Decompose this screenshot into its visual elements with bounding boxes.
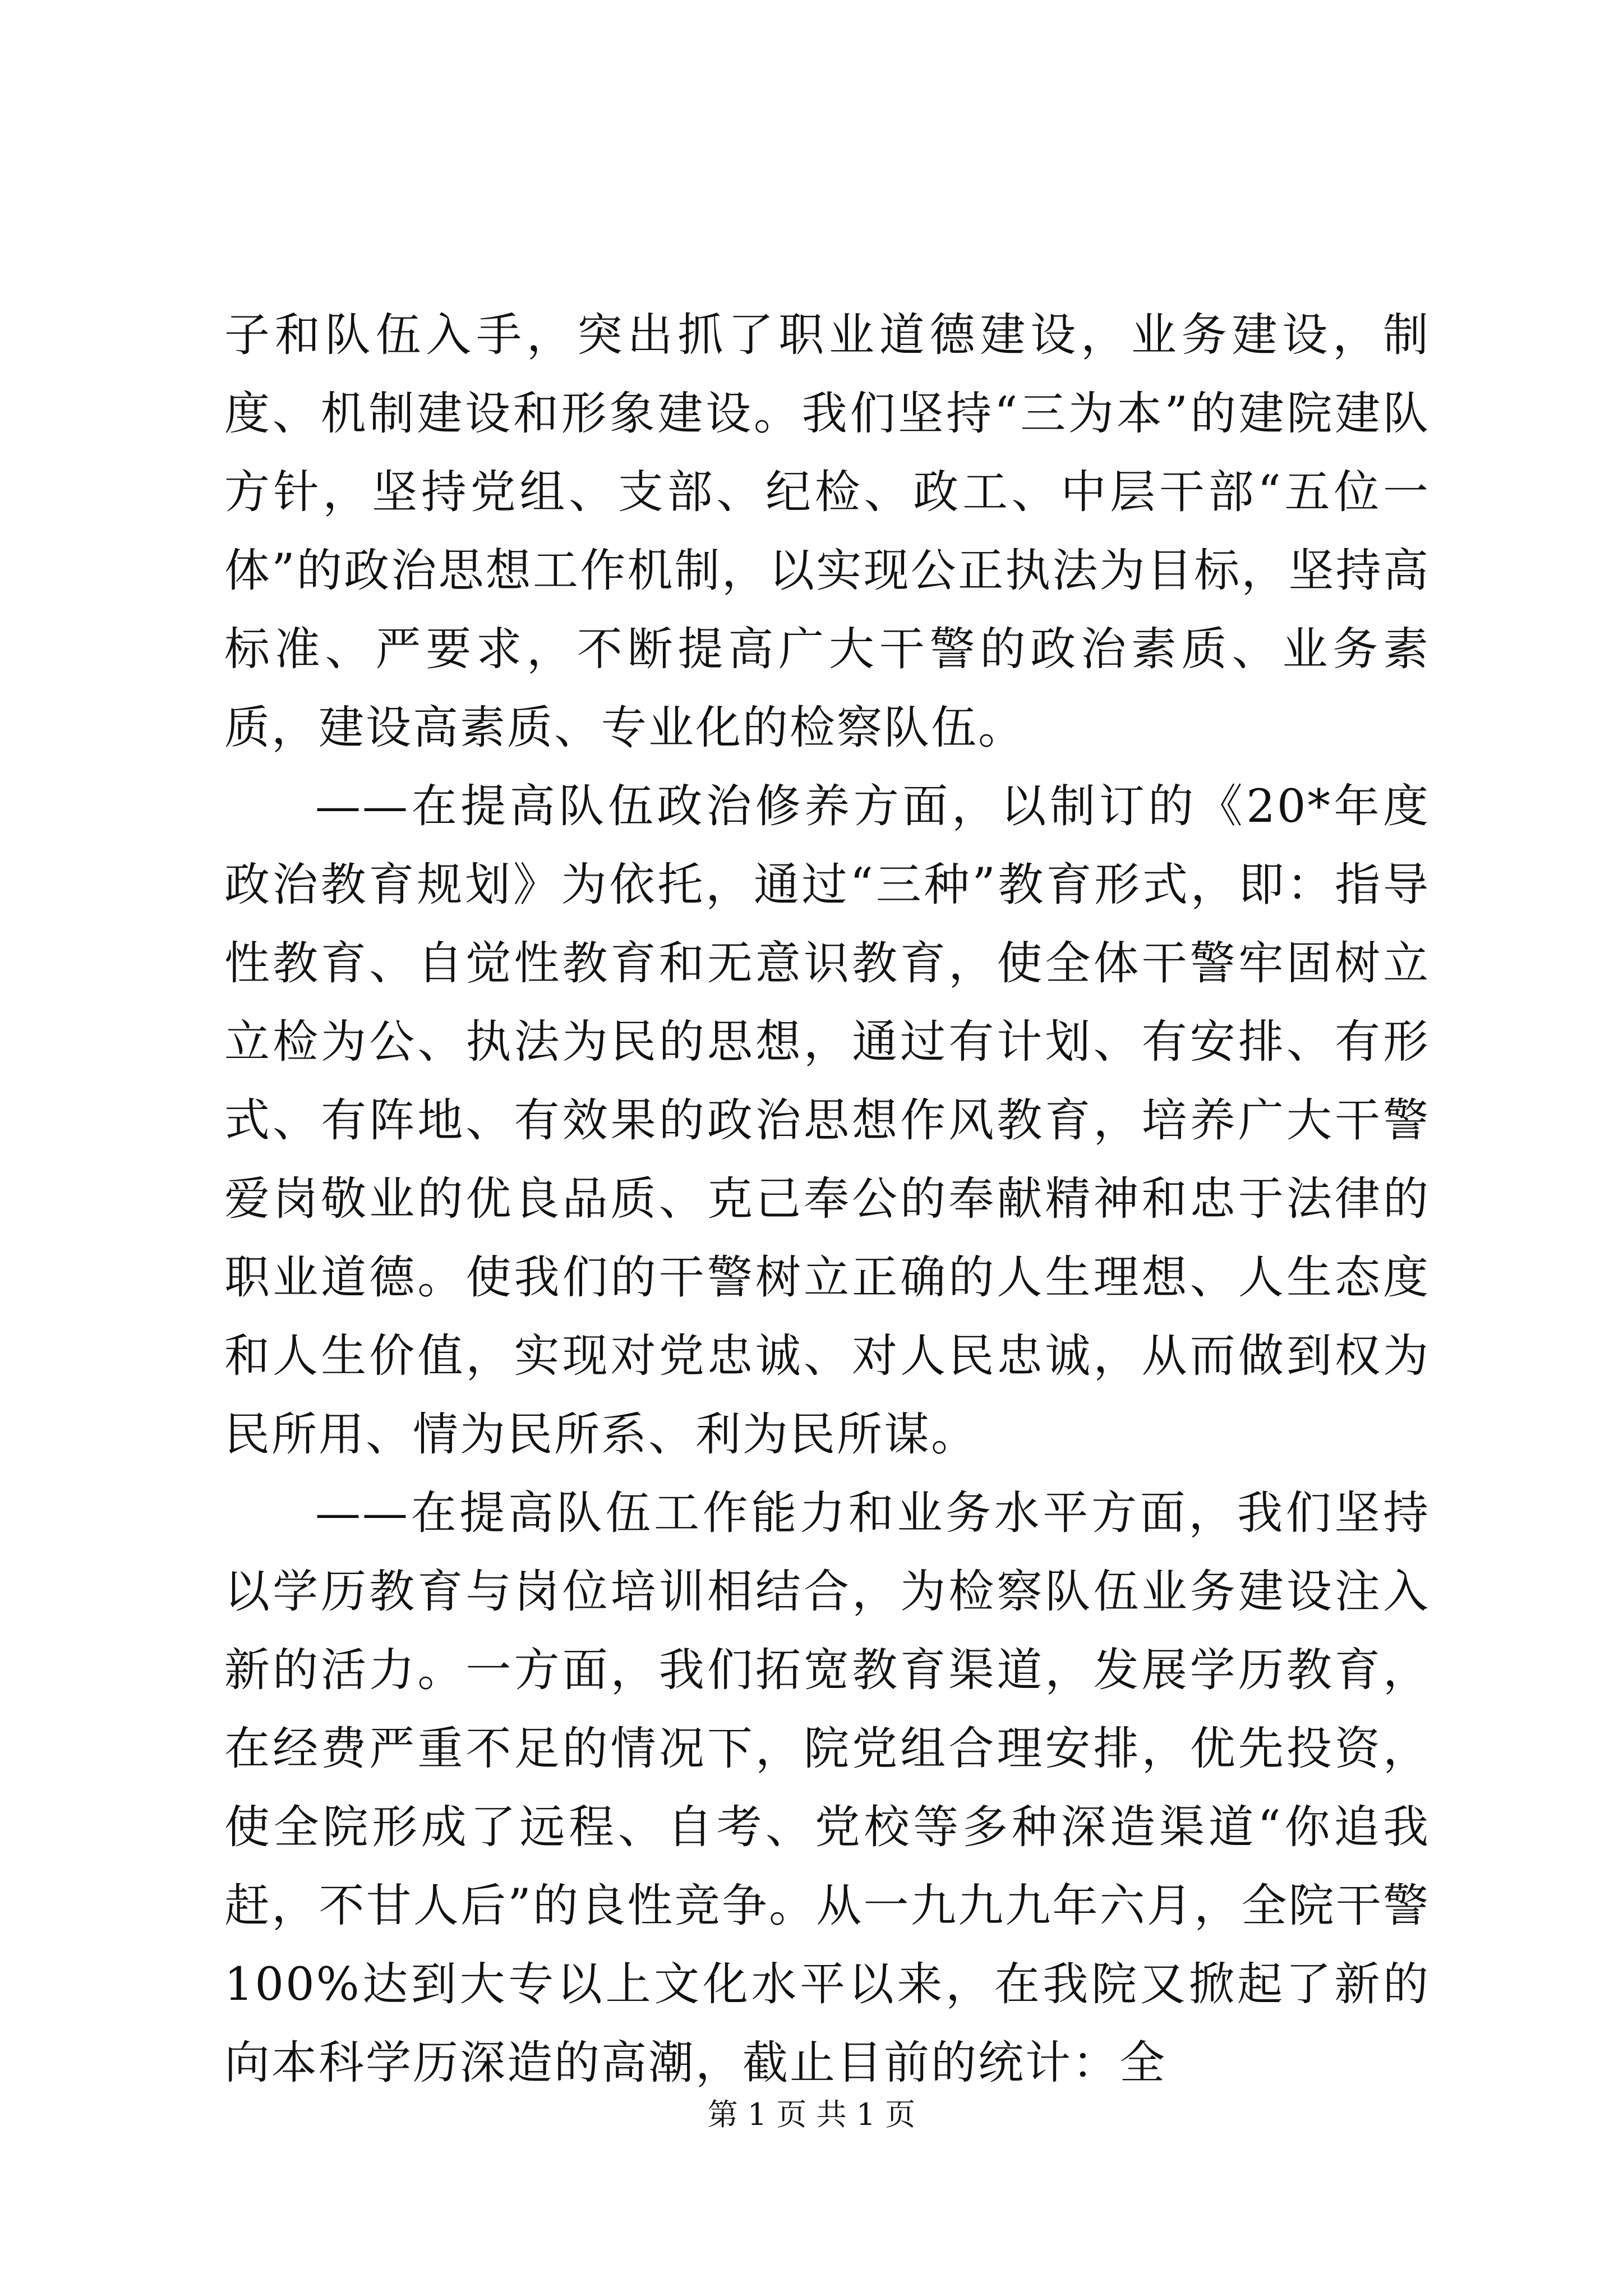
page-number-label: 第 1 页 共 1 页 (707, 2097, 916, 2132)
paragraph-2: ——在提高队伍政治修养方面，以制订的《20*年度政治教育规划》为依托，通过“三种”教育形式，即：指导性教育、自觉性教育和无意识教育，使全体干警牢固树立立检为公、执法为民的思想，通过有计划、有安排、有形式、有阵地、有效果的政治思想作风教育，培养广大干警爱岗敬业的优良品质、克己奉公的奉献精神和忠于法律的职业道德。使我们的干警树立正确的人生理想、人生态度和人生价值，实现对党忠诚、对人民忠诚，从而做到权为民所用、情为民所系、利为民所谋。 (224, 780, 1430, 1461)
paragraph-3: ——在提高队伍工作能力和业务水平方面，我们坚持以学历教育与岗位培训相结合，为检察队伍业务建设注入新的活力。一方面，我们拓宽教育渠道，发展学历教育，在经费严重不足的情况下，院党组合理安排，优先投资，使全院形成了远程、自考、党校等多种深造渠道“你追我赶，不甘人后”的良性竞争。从一九九九年六月，全院干警100%达到大专以上文化水平以来，在我院又掀起了新的向本科学历深造的高潮，截止目前的统计：全 (224, 1487, 1430, 2090)
page-footer (0, 2095, 1623, 2134)
body-text (224, 296, 1430, 2102)
paragraph-1: 子和队伍入手，突出抓了职业道德建设，业务建设，制度、机制建设和形象建设。我们坚持“三为本”的建院建队方针，坚持党组、支部、纪检、政工、中层干部“五位一体”的政治思想工作机制，以实现公正执法为目标，坚持高标准、严要求，不断提高广大干警的政治素质、业务素质，建设高素质、专业化的检察队伍。 (224, 309, 1430, 754)
